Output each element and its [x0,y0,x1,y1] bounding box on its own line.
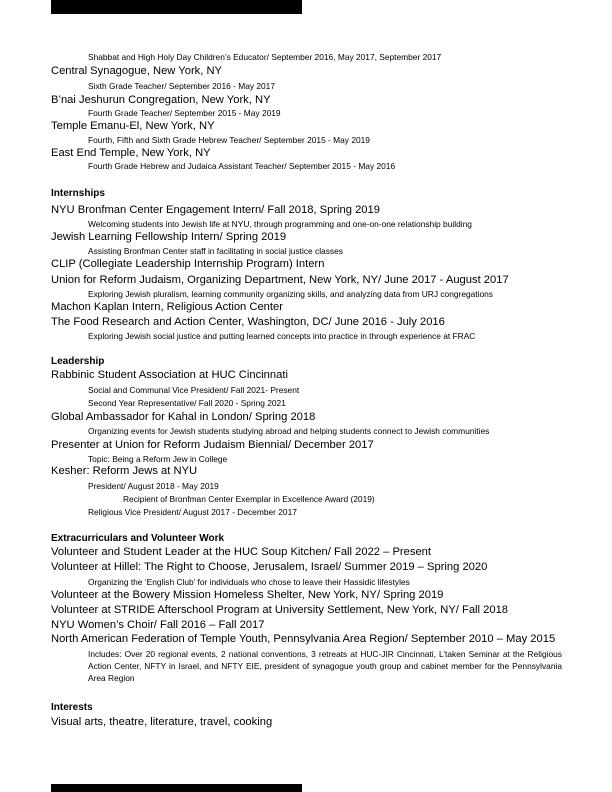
activity-title: Volunteer and Student Leader at the HUC Soup Kitchen/ Fall 2022 – Present [51,546,432,558]
leadership-title: Presenter at Union for Reform Judaism Biennial/ December 2017 [51,439,374,451]
activity-detail: Organizing the ‘English Club’ for individuals who chose to leave their Hassidic lifestyles [88,577,410,587]
activity-title: NYU Women’s Choir/ Fall 2016 – Fall 2017 [51,619,265,631]
employer: Temple Emanu-El, New York, NY [51,120,215,132]
job-detail: Sixth Grade Teacher/ September 2016 - May 2017 [88,81,275,91]
header-bar [51,0,302,14]
internship-title: Union for Reform Judaism, Organizing Department, New York, NY/ June 2017 - August 2017 [51,274,509,286]
internship-title: NYU Bronfman Center Engagement Intern/ Fall 2018, Spring 2019 [51,204,380,216]
internship-title: Machon Kaplan Intern, Religious Action Center [51,301,283,313]
employer: Central Synagogue, New York, NY [51,65,223,77]
section-heading-leadership: Leadership [51,356,105,367]
leadership-detail: Organizing events for Jewish students studying abroad and helping students connect to Jewish communities [88,426,490,436]
footer-bar [51,784,302,792]
employer: B’nai Jeshurun Congregation, New York, NY [51,94,271,106]
activity-title: Volunteer at Hillel: The Right to Choose, Jerusalem, Israel/ Summer 2019 – Spring 2020 [51,561,488,573]
internship-title: Jewish Learning Fellowship Intern/ Spring 2019 [51,231,287,243]
leadership-role: Social and Communal Vice President/ Fall 2021- Present [88,385,300,395]
internship-detail: Assisting Bronfman Center staff in facilitating in social justice classes [88,246,343,256]
job-detail: Shabbat and High Holy Day Children’s Educator/ September 2016, May 2017, September 2017 [88,52,442,62]
section-heading-internships: Internships [51,188,105,199]
leadership-title: Kesher: Reform Jews at NYU [51,465,198,477]
job-detail: Fourth Grade Hebrew and Judaica Assistant Teacher/ September 2015 - May 2016 [88,161,396,171]
activity-title: Volunteer at STRIDE Afterschool Program at University Settlement, New York, NY/ Fall 2018 [51,604,509,616]
section-heading-interests: Interests [51,702,93,713]
internship-detail: Exploring Jewish pluralism, learning community organizing skills, and analyzing data from URJ congregations [88,289,493,299]
internship-title: The Food Research and Action Center, Washington, DC/ June 2016 - July 2016 [51,316,445,328]
activity-title: North American Federation of Temple Youth, Pennsylvania Area Region/ September 2010 – May 2015 [51,633,556,645]
internship-detail: Exploring Jewish social justice and putting learned concepts into practice in through experience at FRAC [88,331,476,341]
section-heading-extracurriculars: Extracurriculars and Volunteer Work [51,533,225,544]
job-detail: Fourth, Fifth and Sixth Grade Hebrew Teacher/ September 2015 - May 2019 [88,135,370,145]
internship-detail: Welcoming students into Jewish life at NYU, through programming and one-on-one relationship building [88,219,472,229]
activity-title: Volunteer at the Bowery Mission Homeless Shelter, New York, NY/ Spring 2019 [51,589,444,601]
leadership-detail: Topic: Being a Reform Jew in College [88,454,228,464]
leadership-role: Religious Vice President/ August 2017 - December 2017 [88,507,297,517]
leadership-role: President/ August 2018 - May 2019 [88,481,219,491]
internship-title: CLIP (Collegiate Leadership Internship Program) Intern [51,258,325,270]
award: Recipient of Bronfman Center Exemplar in Excellence Award (2019) [123,494,375,504]
leadership-title: Rabbinic Student Association at HUC Cincinnati [51,369,288,381]
leadership-title: Global Ambassador for Kahal in London/ Spring 2018 [51,411,316,423]
activity-description: Includes: Over 20 regional events, 2 national conventions, 3 retreats at HUC-JIR Cincinnati, L’taken Seminar at the Religious Action Center, NFTY in Israel, and NFTY EIE, president of synagogue youth group and cabinet member for the Pennsylvania Area Region [88,649,562,683]
interests-text: Visual arts, theatre, literature, travel, cooking [51,716,273,728]
job-detail: Fourth Grade Teacher/ September 2015 - May 2019 [88,108,281,118]
leadership-role: Second Year Representative/ Fall 2020 - Spring 2021 [88,398,286,408]
employer: East End Temple, New York, NY [51,147,211,159]
